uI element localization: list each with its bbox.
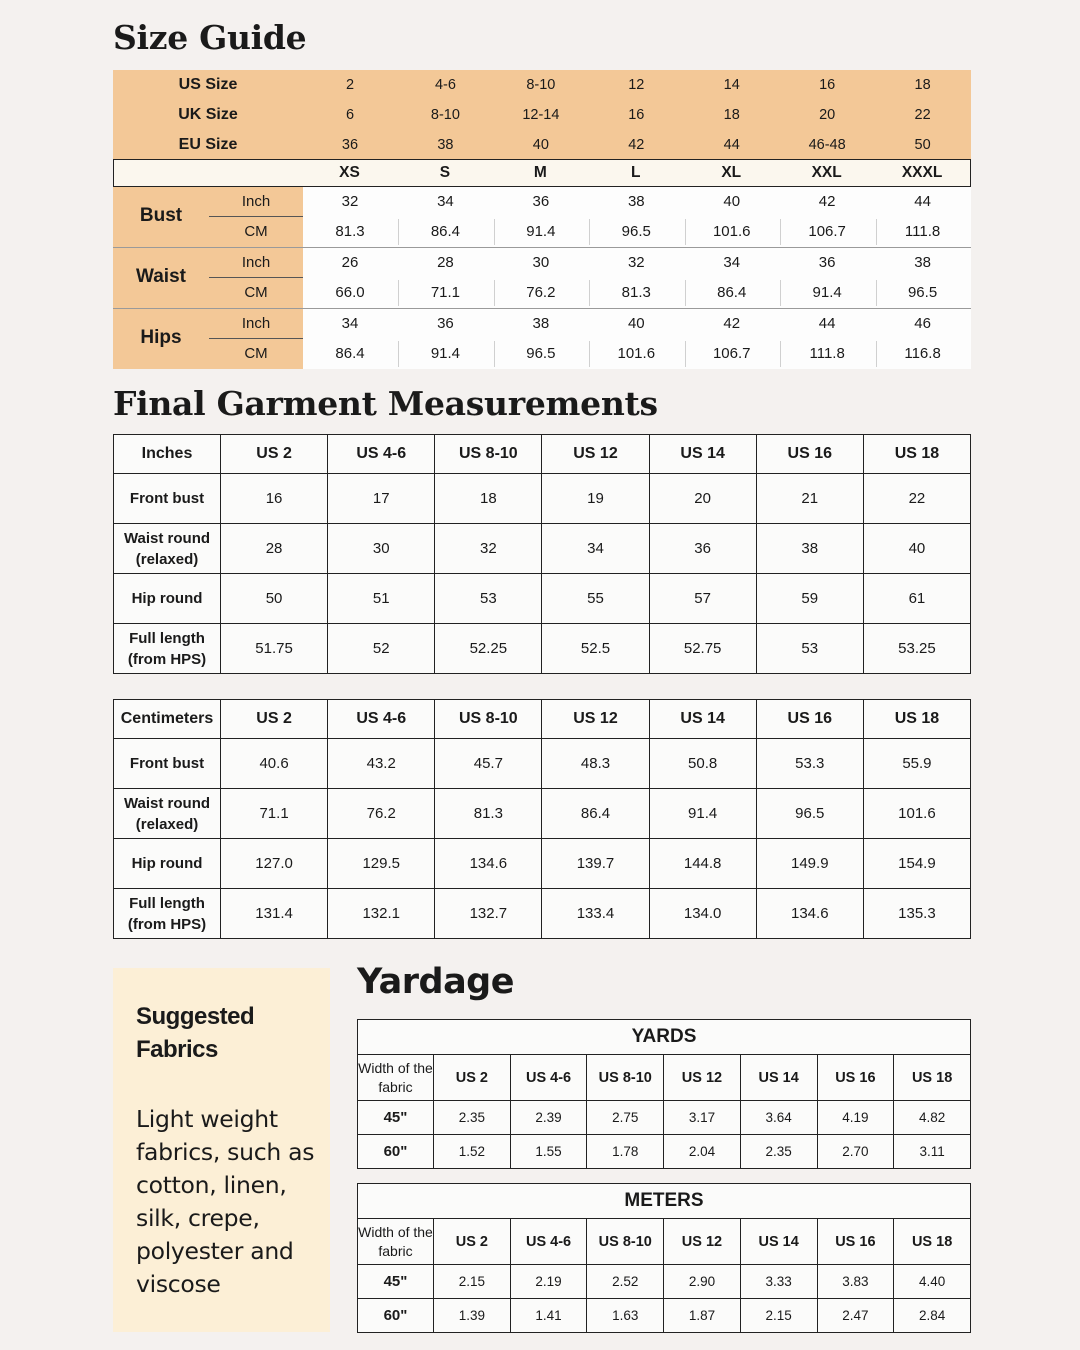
unit-label-cm: CM	[244, 223, 268, 240]
table-cell: 52.5	[542, 624, 649, 674]
cm-value: 66.0	[335, 284, 365, 301]
column-divider	[398, 341, 399, 367]
column-divider	[876, 280, 877, 306]
table-cell: 76.2	[328, 789, 435, 839]
yardage-cell: 2.15	[434, 1265, 511, 1299]
cm-value: 91.4	[430, 345, 461, 362]
yardage-yards-table	[357, 1019, 971, 1169]
size-header: US 4-6	[510, 1219, 587, 1265]
column-divider	[589, 280, 590, 306]
unit-label-cm: CM	[244, 345, 268, 362]
table-cell: 129.5	[328, 839, 435, 889]
table-cell: 134.6	[435, 839, 542, 889]
cm-value: 101.6	[617, 345, 656, 362]
row-label: Waist round (relaxed)	[114, 524, 221, 574]
cm-value: 106.7	[712, 345, 751, 362]
table-cell: 135.3	[863, 889, 970, 939]
measurement-group-label	[113, 187, 303, 247]
table-cell: 131.4	[221, 889, 328, 939]
inch-value: 38	[914, 254, 931, 271]
table-row	[114, 839, 971, 889]
table-cell: 40.6	[221, 739, 328, 789]
table-cell: 36	[649, 524, 756, 574]
inch-value: 44	[914, 193, 931, 210]
measurement-group	[113, 248, 971, 309]
row-label: Hip round	[114, 839, 221, 889]
size-header: US 18	[894, 1055, 971, 1101]
fabric-width: 45"	[358, 1101, 434, 1135]
table-cell: 45.7	[435, 739, 542, 789]
table-cell: 55.9	[863, 739, 970, 789]
table-row	[114, 524, 971, 574]
inch-value: 34	[723, 254, 741, 271]
size-header: US 8-10	[587, 1055, 664, 1101]
letter-size: L	[631, 164, 641, 181]
yardage-cell: 1.63	[587, 1299, 664, 1333]
table-cell: 30	[328, 524, 435, 574]
cm-value: 86.4	[430, 223, 461, 240]
measurement-group	[113, 187, 971, 248]
inch-value: 42	[723, 315, 741, 332]
yardage-cell: 2.52	[587, 1265, 664, 1299]
column-divider	[398, 219, 399, 245]
cm-value: 111.8	[904, 223, 941, 240]
size-region-value: 36	[341, 137, 359, 153]
letter-size: XXXL	[901, 164, 943, 181]
column-divider	[589, 341, 590, 367]
inch-value: 40	[723, 193, 741, 210]
letter-size: S	[439, 164, 451, 181]
column-divider	[494, 219, 495, 245]
column-divider	[780, 219, 781, 245]
table-cell: 38	[756, 524, 863, 574]
measurement-name: Bust	[139, 205, 183, 226]
yardage-row	[358, 1299, 971, 1333]
size-header: US 2	[221, 435, 328, 474]
column-divider	[780, 280, 781, 306]
size-header: US 12	[664, 1055, 741, 1101]
yardage-row	[358, 1265, 971, 1299]
table-cell: 127.0	[221, 839, 328, 889]
cm-value: 91.4	[812, 284, 842, 301]
yardage-cell: 2.90	[664, 1265, 741, 1299]
yardage-cell: 4.82	[894, 1101, 971, 1135]
table-cell: 51	[328, 574, 435, 624]
size-header: US 8-10	[435, 435, 542, 474]
fabric-width: 45"	[358, 1265, 434, 1299]
column-divider	[685, 341, 686, 367]
size-header: US 2	[434, 1055, 511, 1101]
yardage-cell: 4.40	[894, 1265, 971, 1299]
row-label: Front bust	[114, 739, 221, 789]
inch-value: 34	[341, 315, 359, 332]
table-cell: 21	[756, 474, 863, 524]
width-label: Width of the fabric	[358, 1055, 434, 1101]
size-region-label: US Size	[178, 76, 238, 93]
size-region-value: 42	[628, 137, 645, 153]
inch-value: 36	[818, 254, 836, 271]
yardage-cell: 2.70	[817, 1135, 894, 1169]
size-header: US 2	[221, 700, 328, 739]
unit-label-inch: Inch	[241, 193, 271, 210]
table-row	[114, 624, 971, 674]
size-header: US 8-10	[587, 1219, 664, 1265]
cm-value: 86.4	[717, 284, 747, 301]
size-region-value: 20	[819, 107, 836, 123]
inch-value: 32	[627, 254, 645, 271]
table-cell: 34	[542, 524, 649, 574]
cm-value: 81.3	[621, 284, 651, 301]
yardage-cell: 2.19	[510, 1265, 587, 1299]
suggested-fabrics-title: Suggested Fabrics	[136, 1003, 255, 1063]
table-cell: 18	[435, 474, 542, 524]
table-cell: 154.9	[863, 839, 970, 889]
size-region-value: 2	[345, 77, 355, 93]
yardage-cell: 3.17	[664, 1101, 741, 1135]
table-row	[114, 739, 971, 789]
table-cell: 52.75	[649, 624, 756, 674]
measurement-values	[303, 248, 971, 308]
inch-value: 40	[627, 315, 645, 332]
column-divider	[685, 280, 686, 306]
garment-measurements-title: Final Garment Measurements	[113, 384, 658, 423]
yardage-cell: 3.64	[740, 1101, 817, 1135]
table-cell: 81.3	[435, 789, 542, 839]
size-header: US 18	[894, 1219, 971, 1265]
table-cell: 16	[221, 474, 328, 524]
size-region-value: 18	[723, 107, 740, 123]
yardage-cell: 2.35	[434, 1101, 511, 1135]
size-header: US 16	[756, 435, 863, 474]
table-cell: 28	[221, 524, 328, 574]
cm-value: 96.5	[907, 284, 938, 301]
size-guide-table	[113, 70, 971, 369]
table-cell: 51.75	[221, 624, 328, 674]
cm-value: 106.7	[808, 223, 846, 240]
inch-value: 42	[818, 193, 836, 210]
size-region-value: 14	[723, 77, 740, 93]
size-header: US 12	[542, 435, 649, 474]
size-header: US 16	[756, 700, 863, 739]
table-row	[114, 789, 971, 839]
cm-value: 71.1	[430, 284, 461, 301]
size-region-row	[113, 70, 971, 100]
cm-value: 96.5	[526, 345, 556, 362]
yardage-cell: 1.55	[510, 1135, 587, 1169]
table-cell: 96.5	[756, 789, 863, 839]
table-cell: 149.9	[756, 839, 863, 889]
size-region-value: 46-48	[808, 137, 846, 153]
size-region-label: UK Size	[178, 106, 238, 123]
size-region-value: 12	[628, 77, 645, 93]
size-region-value: 12-14	[522, 107, 560, 123]
size-header: US 12	[542, 700, 649, 739]
size-region-value: 6	[345, 107, 355, 123]
yardage-unit: YARDS	[358, 1020, 971, 1055]
size-header: US 14	[740, 1055, 817, 1101]
size-region-value: 50	[914, 137, 931, 153]
table-cell: 132.7	[435, 889, 542, 939]
table-cell: 50.8	[649, 739, 756, 789]
suggested-fabrics-text: Light weight fabrics, such as cotton, linen, silk, crepe, polyester and viscose	[136, 1105, 315, 1298]
yardage-header-row	[358, 1055, 971, 1101]
table-cell: 52	[328, 624, 435, 674]
size-header: US 16	[817, 1219, 894, 1265]
letter-size: XS	[339, 164, 360, 181]
yardage-cell: 1.87	[664, 1299, 741, 1333]
table-cell: 57	[649, 574, 756, 624]
size-header: US 14	[649, 435, 756, 474]
size-region-header	[113, 70, 971, 159]
yardage-cell: 2.35	[740, 1135, 817, 1169]
table-cell: 43.2	[328, 739, 435, 789]
size-region-value: 22	[914, 107, 931, 123]
yardage-cell: 3.83	[817, 1265, 894, 1299]
table-cell: 53.3	[756, 739, 863, 789]
row-label: Full length (from HPS)	[114, 889, 221, 939]
size-region-row	[113, 130, 971, 160]
size-header: US 18	[863, 700, 970, 739]
suggested-fabrics-panel	[113, 968, 330, 1332]
column-divider	[398, 280, 399, 306]
size-header: US 4-6	[328, 700, 435, 739]
cm-value: 91.4	[526, 223, 556, 240]
inch-value: 38	[532, 315, 550, 332]
size-region-value: 16	[819, 77, 836, 93]
table-cell: 59	[756, 574, 863, 624]
table-cell: 53	[756, 624, 863, 674]
yardage-cell: 1.39	[434, 1299, 511, 1333]
table-cell: 133.4	[542, 889, 649, 939]
table-cell: 40	[863, 524, 970, 574]
table-cell: 19	[542, 474, 649, 524]
size-region-value: 16	[628, 107, 645, 123]
letter-size: XL	[721, 164, 742, 181]
cm-value: 111.8	[809, 345, 845, 362]
inch-value: 28	[437, 254, 454, 271]
yardage-cell: 1.41	[510, 1299, 587, 1333]
table-cell: 22	[863, 474, 970, 524]
inch-value: 26	[341, 254, 359, 271]
size-header: US 14	[649, 700, 756, 739]
inch-value: 32	[341, 193, 359, 210]
yardage-cell: 2.04	[664, 1135, 741, 1169]
cm-value: 76.2	[526, 284, 556, 301]
table-cell: 55	[542, 574, 649, 624]
measurement-group-label	[113, 309, 303, 369]
column-divider	[494, 280, 495, 306]
fabric-width: 60"	[358, 1135, 434, 1169]
table-cell: 61	[863, 574, 970, 624]
column-divider	[494, 341, 495, 367]
yardage-cell: 2.39	[510, 1101, 587, 1135]
yardage-row	[358, 1135, 971, 1169]
table-cell: 139.7	[542, 839, 649, 889]
row-label: Full length (from HPS)	[114, 624, 221, 674]
garment-centimeters-table	[113, 699, 971, 939]
size-region-value: 8-10	[430, 107, 460, 123]
size-region-value: 40	[532, 137, 549, 153]
yardage-row	[358, 1101, 971, 1135]
size-region-value: 8-10	[526, 77, 556, 93]
size-region-value: 44	[723, 137, 740, 153]
garment-inches-table	[113, 434, 971, 674]
table-cell: 17	[328, 474, 435, 524]
table-row	[114, 889, 971, 939]
yardage-header-row	[358, 1219, 971, 1265]
size-guide-title: Size Guide	[113, 18, 307, 57]
size-header: US 4-6	[328, 435, 435, 474]
table-cell: 48.3	[542, 739, 649, 789]
yardage-cell: 2.84	[894, 1299, 971, 1333]
row-label: Front bust	[114, 474, 221, 524]
cm-value: 96.5	[621, 223, 651, 240]
yardage-cell: 2.47	[817, 1299, 894, 1333]
cm-value: 81.3	[335, 223, 365, 240]
yardage-unit-row	[358, 1020, 971, 1055]
table-cell: 32	[435, 524, 542, 574]
table-row	[114, 574, 971, 624]
unit-label-inch: Inch	[241, 315, 271, 332]
table-header-row	[114, 700, 971, 739]
column-divider	[780, 341, 781, 367]
yardage-meters-table	[357, 1183, 971, 1333]
size-header: US 12	[664, 1219, 741, 1265]
yardage-cell: 2.15	[740, 1299, 817, 1333]
column-divider	[876, 341, 877, 367]
table-row	[114, 474, 971, 524]
table-header-row	[114, 435, 971, 474]
fabric-width: 60"	[358, 1299, 434, 1333]
unit-label-cm: CM	[244, 284, 268, 301]
yardage-unit-row	[358, 1184, 971, 1219]
yardage-cell: 1.78	[587, 1135, 664, 1169]
table-cell: 86.4	[542, 789, 649, 839]
table-cell: 53.25	[863, 624, 970, 674]
letter-size-row	[113, 159, 971, 187]
size-region-value: 4-6	[434, 77, 456, 93]
table-cell: 50	[221, 574, 328, 624]
cm-value: 86.4	[335, 345, 365, 362]
unit-label: Centimeters	[114, 700, 221, 739]
measurement-group	[113, 309, 971, 369]
size-region-value: 38	[437, 137, 454, 153]
row-label: Waist round (relaxed)	[114, 789, 221, 839]
table-cell: 20	[649, 474, 756, 524]
size-header: US 16	[817, 1055, 894, 1101]
yardage-cell: 4.19	[817, 1101, 894, 1135]
size-header: US 18	[863, 435, 970, 474]
row-label: Hip round	[114, 574, 221, 624]
letter-size: M	[533, 164, 547, 181]
yardage-cell: 1.52	[434, 1135, 511, 1169]
inch-value: 30	[532, 254, 550, 271]
table-cell: 52.25	[435, 624, 542, 674]
inch-value: 38	[627, 193, 645, 210]
body-measurements	[113, 187, 971, 369]
cm-value: 101.6	[712, 223, 751, 240]
measurement-values	[303, 187, 971, 247]
table-cell: 134.0	[649, 889, 756, 939]
table-cell: 91.4	[649, 789, 756, 839]
yardage-title: Yardage	[357, 962, 514, 1002]
size-header: US 2	[434, 1219, 511, 1265]
measurement-values	[303, 309, 971, 369]
yardage-cell: 3.33	[740, 1265, 817, 1299]
inch-value: 34	[437, 193, 454, 210]
yardage-cell: 2.75	[587, 1101, 664, 1135]
yardage-unit: METERS	[358, 1184, 971, 1219]
table-cell: 101.6	[863, 789, 970, 839]
measurement-name: Waist	[136, 266, 186, 287]
size-header: US 8-10	[435, 700, 542, 739]
measurement-name: Hips	[140, 327, 182, 348]
size-region-row	[113, 100, 971, 130]
size-header: US 14	[740, 1219, 817, 1265]
size-region-value: 18	[914, 77, 931, 93]
cm-value: 116.8	[904, 345, 941, 362]
table-cell: 132.1	[328, 889, 435, 939]
unit-label: Inches	[114, 435, 221, 474]
inch-value: 36	[532, 193, 550, 210]
column-divider	[876, 219, 877, 245]
measurement-group-label	[113, 248, 303, 308]
table-cell: 144.8	[649, 839, 756, 889]
letter-size: XXL	[811, 164, 842, 181]
yardage-cell: 3.11	[894, 1135, 971, 1169]
inch-value: 44	[818, 315, 836, 332]
width-label: Width of the fabric	[358, 1219, 434, 1265]
inch-value: 46	[914, 315, 931, 332]
inch-value: 36	[437, 315, 454, 332]
unit-label-inch: Inch	[241, 254, 271, 271]
size-region-label: EU Size	[178, 136, 238, 153]
table-cell: 53	[435, 574, 542, 624]
column-divider	[589, 219, 590, 245]
size-header: US 4-6	[510, 1055, 587, 1101]
table-cell: 71.1	[221, 789, 328, 839]
column-divider	[685, 219, 686, 245]
table-cell: 134.6	[756, 889, 863, 939]
